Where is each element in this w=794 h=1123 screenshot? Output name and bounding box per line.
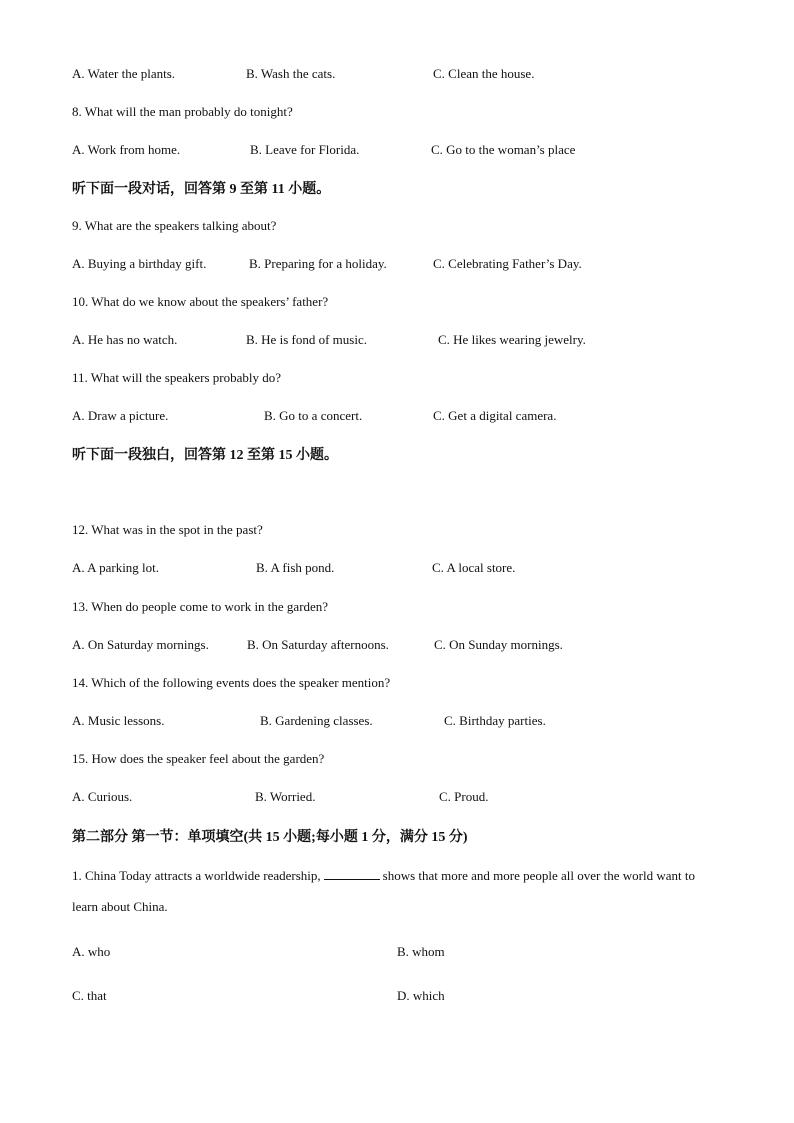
option-c: C. Clean the house. bbox=[433, 66, 535, 81]
option-c: C. that bbox=[72, 988, 107, 1003]
option-c: C. On Sunday mornings. bbox=[434, 637, 563, 652]
question-11-text: 11. What will the speakers probably do? bbox=[72, 370, 282, 385]
option-b: B. whom bbox=[397, 944, 445, 959]
option-a: A. He has no watch. bbox=[72, 332, 178, 347]
option-a: A. A parking lot. bbox=[72, 560, 160, 575]
option-a: A. Buying a birthday gift. bbox=[72, 256, 207, 271]
question-15-text: 15. How does the speaker feel about the garden? bbox=[72, 751, 325, 766]
option-a: A. Curious. bbox=[72, 789, 133, 804]
option-b: B. Wash the cats. bbox=[246, 66, 336, 81]
option-c: C. Proud. bbox=[439, 789, 489, 804]
option-b: B. Leave for Florida. bbox=[250, 142, 360, 157]
option-a: A. Work from home. bbox=[72, 142, 181, 157]
grammar-question-1-text bbox=[72, 860, 712, 922]
question-text-before: 1. China Today attracts a worldwide readership, bbox=[72, 868, 321, 883]
option-a: A. who bbox=[72, 944, 111, 959]
option-b: B. He is fond of music. bbox=[246, 332, 367, 347]
option-a: A. On Saturday mornings. bbox=[72, 637, 209, 652]
section-heading-dialogue: 听下面一段对话，回答第 9 至第 11 小题。 bbox=[72, 182, 331, 197]
option-b: B. Go to a concert. bbox=[264, 408, 363, 423]
option-b: B. Preparing for a holiday. bbox=[249, 256, 387, 271]
answer-blank bbox=[324, 868, 380, 880]
option-a: A. Music lessons. bbox=[72, 713, 165, 728]
question-9-text: 9. What are the speakers talking about? bbox=[72, 218, 277, 233]
option-b: B. Worried. bbox=[255, 789, 316, 804]
question-8-text: 8. What will the man probably do tonight? bbox=[72, 104, 293, 119]
option-a: A. Draw a picture. bbox=[72, 408, 169, 423]
option-c: C. Celebrating Father’s Day. bbox=[433, 256, 582, 271]
option-c: C. Birthday parties. bbox=[444, 713, 546, 728]
question-10-text: 10. What do we know about the speakers’ father? bbox=[72, 294, 329, 309]
part-2-heading: 第二部分 第一节：单项填空(共 15 小题;每小题 1 分，满分 15 分) bbox=[72, 830, 468, 845]
option-b: B. A fish pond. bbox=[256, 560, 335, 575]
option-a: A. Water the plants. bbox=[72, 66, 176, 81]
question-14-text: 14. Which of the following events does the speaker mention? bbox=[72, 675, 391, 690]
question-13-text: 13. When do people come to work in the garden? bbox=[72, 599, 329, 614]
option-c: C. A local store. bbox=[432, 560, 516, 575]
question-text-after: shows that more and more people all over the world want to learn about China. bbox=[72, 868, 695, 914]
section-heading-monologue: 听下面一段独白，回答第 12 至第 15 小题。 bbox=[72, 448, 338, 463]
option-c: C. He likes wearing jewelry. bbox=[438, 332, 586, 347]
question-12-text: 12. What was in the spot in the past? bbox=[72, 522, 263, 537]
option-c: C. Get a digital camera. bbox=[433, 408, 557, 423]
option-b: B. On Saturday afternoons. bbox=[247, 637, 389, 652]
option-d: D. which bbox=[397, 988, 445, 1003]
option-b: B. Gardening classes. bbox=[260, 713, 373, 728]
option-c: C. Go to the woman’s place bbox=[431, 142, 576, 157]
